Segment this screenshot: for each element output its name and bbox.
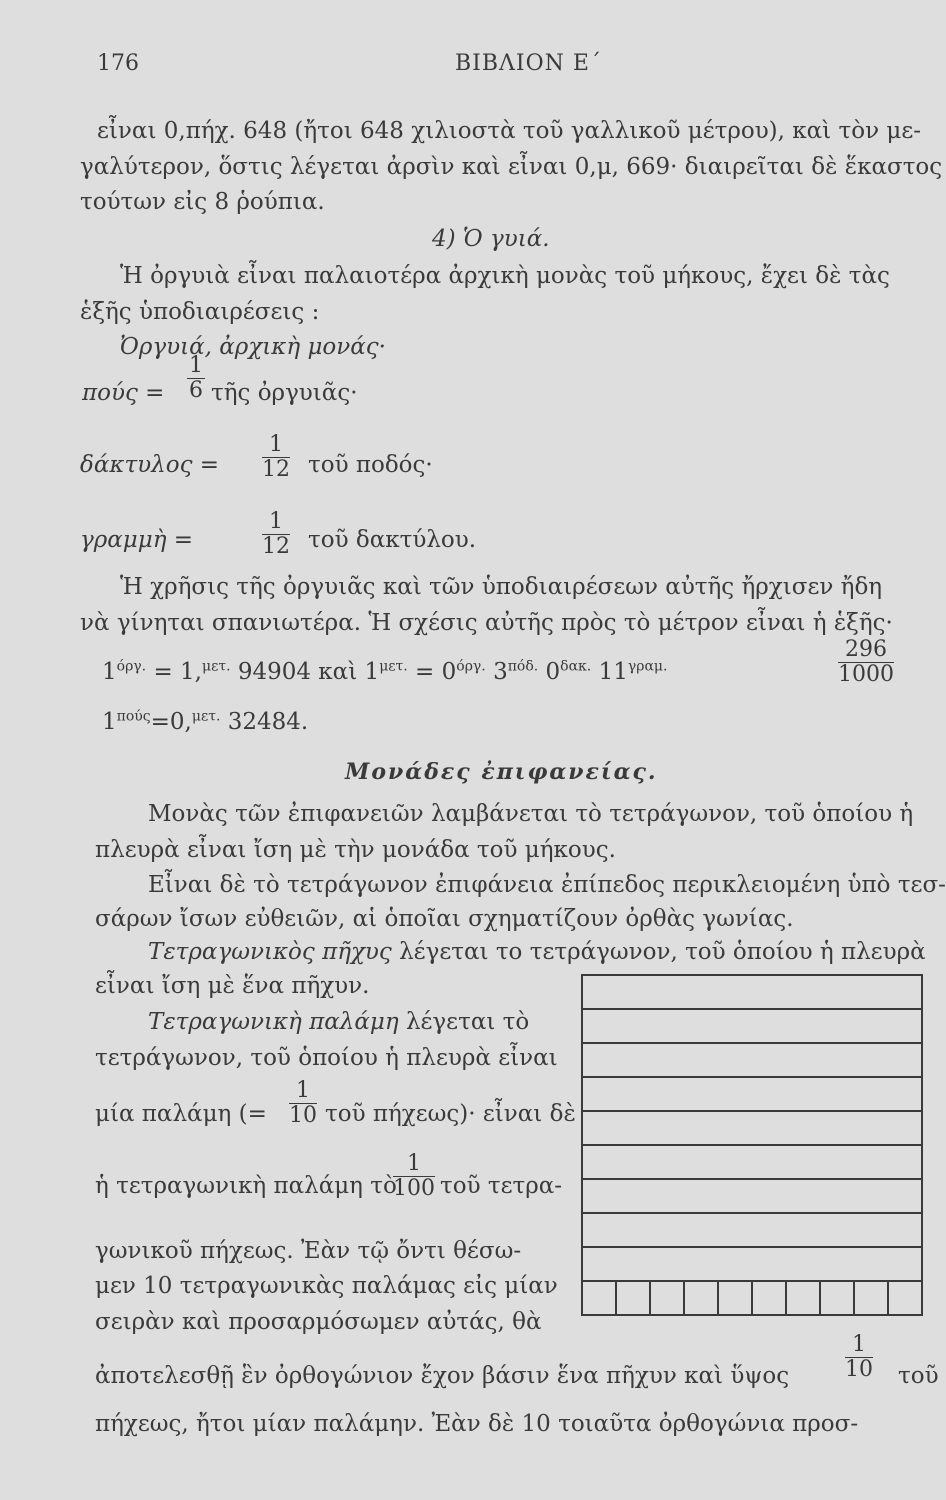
fraction-palami: $\frac{1}{10}$ [289, 1078, 317, 1128]
equation-rhs: τοῦ δακτύλου. [308, 527, 477, 553]
fraction-tetr-palami: $\frac{1}{100}$ [393, 1151, 435, 1201]
fraction-pous: $\frac{1}{6}$ [189, 353, 203, 403]
text-line: τετράγωνον, τοῦ ὁποίου ἡ πλευρὰ εἶναι [95, 1045, 558, 1071]
text-line: πλευρὰ εἶναι ἴση μὲ τὴν μονάδα τοῦ μήκους. [95, 837, 616, 863]
equation-rhs: τῆς ὀργυιᾶς· [211, 380, 358, 406]
text-line: σειρὰν καὶ προσαρμόσωμεν αὐτάς, θὰ [95, 1309, 542, 1335]
text-line: ἡ τετραγωνικὴ παλάμη τὸ [95, 1173, 397, 1199]
section-heading: Μονάδες ἐπιφανείας. [345, 759, 658, 785]
text-line: εἶναι 0,πήχ. 648 (ἤτοι 648 χιλιοστὰ τοῦ γαλλικοῦ μέτρου), καὶ τὸν με- [97, 118, 922, 144]
fraction-grammi: $\frac{1}{12}$ [262, 509, 290, 559]
equation-lhs: γραμμὴ = [80, 527, 194, 553]
text-line: Ὀργυιά, ἀρχικὴ μονάς· [120, 334, 386, 360]
fraction-ypsos: $\frac{1}{10}$ [845, 1332, 873, 1382]
equation-lhs: δάκτυλος = [80, 452, 220, 478]
text-line: Εἶναι δὲ τὸ τετράγωνον ἐπιφάνεια ἐπίπεδος περικλειομένη ὑπὸ τεσ- [148, 872, 946, 898]
text-line: τούτων εἰς 8 ῥούπια. [80, 189, 325, 215]
fraction-eq1: $\frac{296}{1000}$ [838, 637, 894, 687]
page-number: 176 [97, 51, 139, 76]
running-title: ΒΙΒΛΙΟΝ Ε΄ [455, 51, 602, 76]
conversion-equation: $1^{\pi oύ\varsigma}=0,^{\mu\varepsilon\tau.}$ 32484. [102, 708, 309, 735]
text-line: Ἡ χρῆσις τῆς ὀργυιᾶς καὶ τῶν ὑποδιαιρέσεων αὐτῆς ἤρχισεν ἤδη [120, 574, 883, 600]
fraction-daktylos: $\frac{1}{12}$ [262, 432, 290, 482]
text-line: Μονὰς τῶν ἐπιφανειῶν λαμβάνεται τὸ τετράγωνον, τοῦ ὁποίου ἡ [148, 801, 914, 827]
text-line: γωνικοῦ πήχεως. Ἐὰν τῷ ὄντι θέσω- [95, 1238, 522, 1264]
conversion-equation: $1^{ό\rho\gamma.} = 1,^{\mu\varepsilon\tau.}$ 94904 καὶ $1^{\mu\varepsilon\tau.} = 0^{ό\rho\gamma.}$ $3^{\pi ό\delta.}$ $0^{\delta\alpha\kappa.}$ $11^{\gamma\rho\alpha\mu.}$ [102, 658, 668, 685]
equation-lhs: πούς = [82, 380, 165, 406]
text-line: Τετραγωνικὴ παλάμη λέγεται τὸ [148, 1009, 530, 1035]
text-line: μεν 10 τετραγωνικὰς παλάμας εἰς μίαν [95, 1273, 558, 1299]
text-line: ἀποτελεσθῇ ἓν ὀρθογώνιον ἔχον βάσιν ἕνα πῆχυν καὶ ὕψος [95, 1363, 790, 1389]
text-line: τοῦ πήχεως)· εἶναι δὲ [325, 1101, 576, 1127]
text-line: νὰ γίνηται σπανιωτέρα. Ἡ σχέσις αὐτῆς πρὸς τὸ μέτρον εἶναι ἡ ἑξῆς· [80, 610, 893, 636]
text-line: τοῦ [898, 1363, 939, 1389]
subsection-title: 4) Ὁ γυιά. [432, 226, 550, 252]
text-line: μία παλάμη (= [95, 1101, 267, 1127]
text-line: Ἡ ὀργυιὰ εἶναι παλαιοτέρα ἀρχικὴ μονὰς τοῦ μήκους, ἔχει δὲ τὰς [120, 263, 890, 289]
text-line: τοῦ τετρα- [440, 1173, 563, 1199]
square-grid-figure [580, 973, 925, 1318]
equation-rhs: τοῦ ποδός· [308, 452, 433, 478]
text-line: Τετραγωνικὸς πῆχυς λέγεται το τετράγωνον, τοῦ ὁποίου ἡ πλευρὰ [148, 939, 926, 965]
text-line: πήχεως, ἤτοι μίαν παλάμην. Ἐὰν δὲ 10 τοιαῦτα ὀρθογώνια προσ- [95, 1411, 859, 1437]
text-line: εἶναι ἴση μὲ ἕνα πῆχυν. [95, 973, 370, 999]
text-line: γαλύτερον, ὅστις λέγεται ἀρσὶν καὶ εἶναι 0,μ, 669· διαιρεῖται δὲ ἕκαστος [80, 154, 943, 180]
text-line: σάρων ἴσων εὐθειῶν, αἱ ὁποῖαι σχηματίζουν ὀρθὰς γωνίας. [95, 906, 794, 932]
text-line: ἑξῆς ὑποδιαιρέσεις : [80, 299, 320, 325]
